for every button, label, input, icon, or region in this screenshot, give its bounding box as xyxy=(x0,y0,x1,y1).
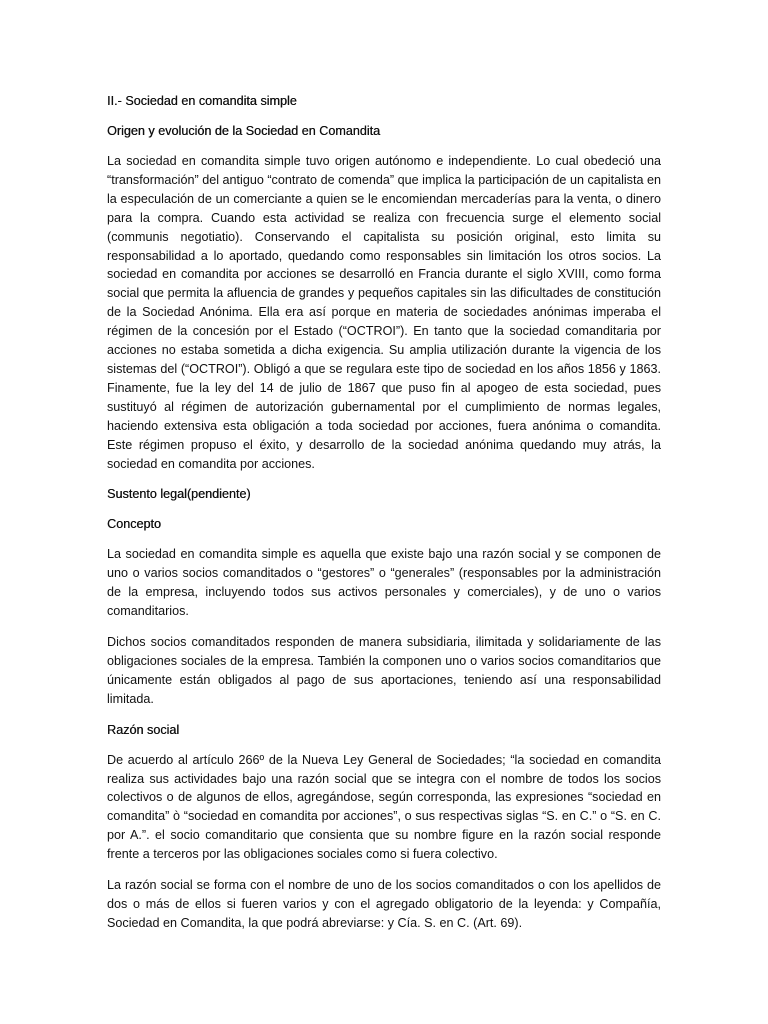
legal-basis-heading: Sustento legal(pendiente) xyxy=(107,487,251,502)
razon-social-paragraph-2: La razón social se forma con el nombre de uno de los socios comanditados o con los apellidos de dos o más de ellos si fueren varios y con el agregado obligatorio de la leyenda: y Compañía, Sociedad en Comandita, la que podrá abreviarse: y Cía. S. en C. (Art. 69). xyxy=(107,878,661,930)
section-title: II.- Sociedad en comandita simple xyxy=(107,94,297,108)
razon-social-heading: Razón social xyxy=(107,722,180,737)
concept-paragraph-1: La sociedad en comandita simple es aquella que existe bajo una razón social y se componen de uno o varios socios comanditados o “gestores” o “generales” (responsables por la administración de la empresa, incluyendo todos sus activos personales y comerciales), y de uno o varios comanditarios. xyxy=(107,547,661,619)
origin-paragraph: La sociedad en comandita simple tuvo origen autónomo e independiente. Lo cual obedeció una “transformación” del antiguo “contrato de comenda” que implica la participación de un capitalista en la especulación de un comerciante a quien se le encomiendan mercaderías para la venta, o dinero para la compra. Cuando esta actividad se realiza con frecuencia surge el elemento social (communis negotiatio). Conservando el capitalista su posición original, esto limita su responsabilidad a lo aportado, quedando como responsables sin limitación los otros socios. La sociedad en comandita por acciones se desarrolló en Francia durante el siglo XVIII, como forma social que permita la afluencia de grandes y pequeños capitales sin las dificultades de constitución de la Sociedad Anónima. Ella era así porque en materia de sociedades anónimas imperaba el régimen de la concesión por el Estado (“OCTROI”). En tanto que la sociedad comanditaria por acciones no estaba sometida a dicha exigencia. Su amplia utilización durante la vigencia de los sistemas del (“OCTROI”). Obligó a que se regulara este tipo de sociedad en los años 1856 y 1863. Finamente, fue la ley del 14 de julio de 1867 que puso fin al apogeo de esta sociedad, pues sustituyó al régimen de autorización gubernamental por el cumplimiento de normas legales, haciendo extensiva esta obligación a toda sociedad por acciones, fuera anónima o comandita. Este régimen propuso el éxito, y desarrollo de la sociedad anónima quedando muy atrás, la sociedad en comandita por acciones. xyxy=(107,154,661,471)
razon-social-paragraph-1: De acuerdo al artículo 266º de la Nueva Ley General de Sociedades; “la sociedad en comandita realiza sus actividades bajo una razón social que se integra con el nombre de todos los socios colectivos o de algunos de ellos, agregándose, según corresponda, las expresiones “sociedad en comandita” ò “sociedad en comandita por acciones”, o sus respectivas siglas “S. en C.” o “S. en C. por A.”. el socio comanditario que consienta que su nombre figure en la razón social responde frente a terceros por las obligaciones sociales como si fuera colectivo. xyxy=(107,752,661,862)
document-page xyxy=(107,92,661,945)
origin-heading: Origen y evolución de la Sociedad en Comandita xyxy=(107,124,381,138)
concept-heading: Concepto xyxy=(107,517,161,532)
concept-paragraph-2: Dichos socios comanditados responden de manera subsidiaria, ilimitada y solidariamente de las obligaciones sociales de la empresa. También la componen uno o varios socios comanditarios que únicamente están obligados al pago de sus aportaciones, teniendo así una responsabilidad limitada. xyxy=(107,635,661,706)
